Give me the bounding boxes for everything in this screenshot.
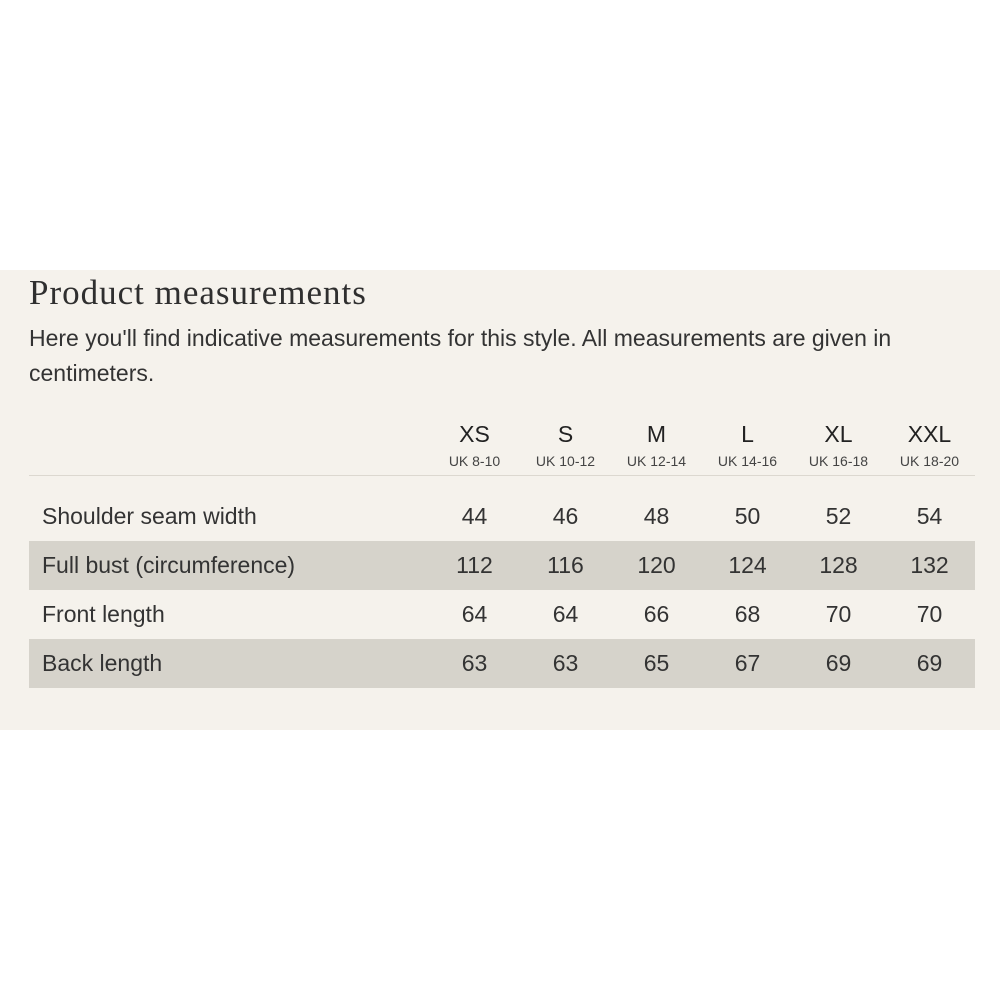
measurement-value: 64 <box>552 601 579 627</box>
measurement-value: 116 <box>520 541 611 590</box>
size-uk-equivalent: UK 14-16 <box>717 453 778 469</box>
table-spacer <box>29 476 975 493</box>
measurement-value: 64 <box>461 601 488 627</box>
size-name: S <box>557 421 574 447</box>
size-header-row <box>29 415 975 476</box>
row-label: Front length <box>42 601 165 627</box>
measurement-rows <box>29 476 975 689</box>
row-label: Shoulder seam width <box>42 503 257 529</box>
measurement-value: 112 <box>429 541 520 590</box>
measurement-value: 52 <box>825 503 852 529</box>
table-row <box>29 541 975 590</box>
size-name: XS <box>459 421 490 447</box>
measurement-value: 46 <box>552 503 579 529</box>
size-column-header <box>702 415 793 476</box>
measurement-value: 63 <box>429 639 520 688</box>
size-uk-equivalent: UK 12-14 <box>626 453 687 469</box>
size-uk-equivalent: UK 10-12 <box>535 453 596 469</box>
measurement-value: 69 <box>793 639 884 688</box>
measurement-value: 44 <box>461 503 488 529</box>
size-column-header <box>884 415 975 476</box>
size-uk-equivalent: UK 16-18 <box>808 453 869 469</box>
measurement-value: 54 <box>916 503 943 529</box>
measurement-value: 48 <box>643 503 670 529</box>
row-label: Full bust (circumference) <box>29 541 429 590</box>
size-column-header <box>793 415 884 476</box>
table-row <box>29 639 975 688</box>
section-title: Product measurements <box>29 273 367 312</box>
header-blank-cell <box>29 415 429 476</box>
table-row <box>29 590 975 639</box>
measurement-value: 132 <box>884 541 975 590</box>
measurement-value: 70 <box>825 601 852 627</box>
measurement-value: 66 <box>643 601 670 627</box>
measurement-value: 70 <box>916 601 943 627</box>
measurement-value: 68 <box>734 601 761 627</box>
size-header <box>29 415 975 476</box>
size-name: XL <box>824 421 853 447</box>
measurement-value: 120 <box>611 541 702 590</box>
measurement-value: 124 <box>702 541 793 590</box>
table-row <box>29 492 975 541</box>
measurement-value: 65 <box>611 639 702 688</box>
size-uk-equivalent: UK 18-20 <box>899 453 960 469</box>
size-uk-equivalent: UK 8-10 <box>448 453 501 469</box>
measurement-value: 69 <box>884 639 975 688</box>
row-label: Back length <box>29 639 429 688</box>
measurement-value: 63 <box>520 639 611 688</box>
size-column-header <box>429 415 520 476</box>
measurement-value: 67 <box>702 639 793 688</box>
size-column-header <box>520 415 611 476</box>
size-name: L <box>741 421 754 447</box>
size-column-header <box>611 415 702 476</box>
measurement-value: 50 <box>734 503 761 529</box>
size-table <box>29 415 975 688</box>
measurement-value: 128 <box>793 541 884 590</box>
section-intro: Here you'll find indicative measurements for this style. All measurements are given in centimeters. <box>29 325 892 386</box>
size-name: M <box>646 421 667 447</box>
size-name: XXL <box>907 421 952 447</box>
